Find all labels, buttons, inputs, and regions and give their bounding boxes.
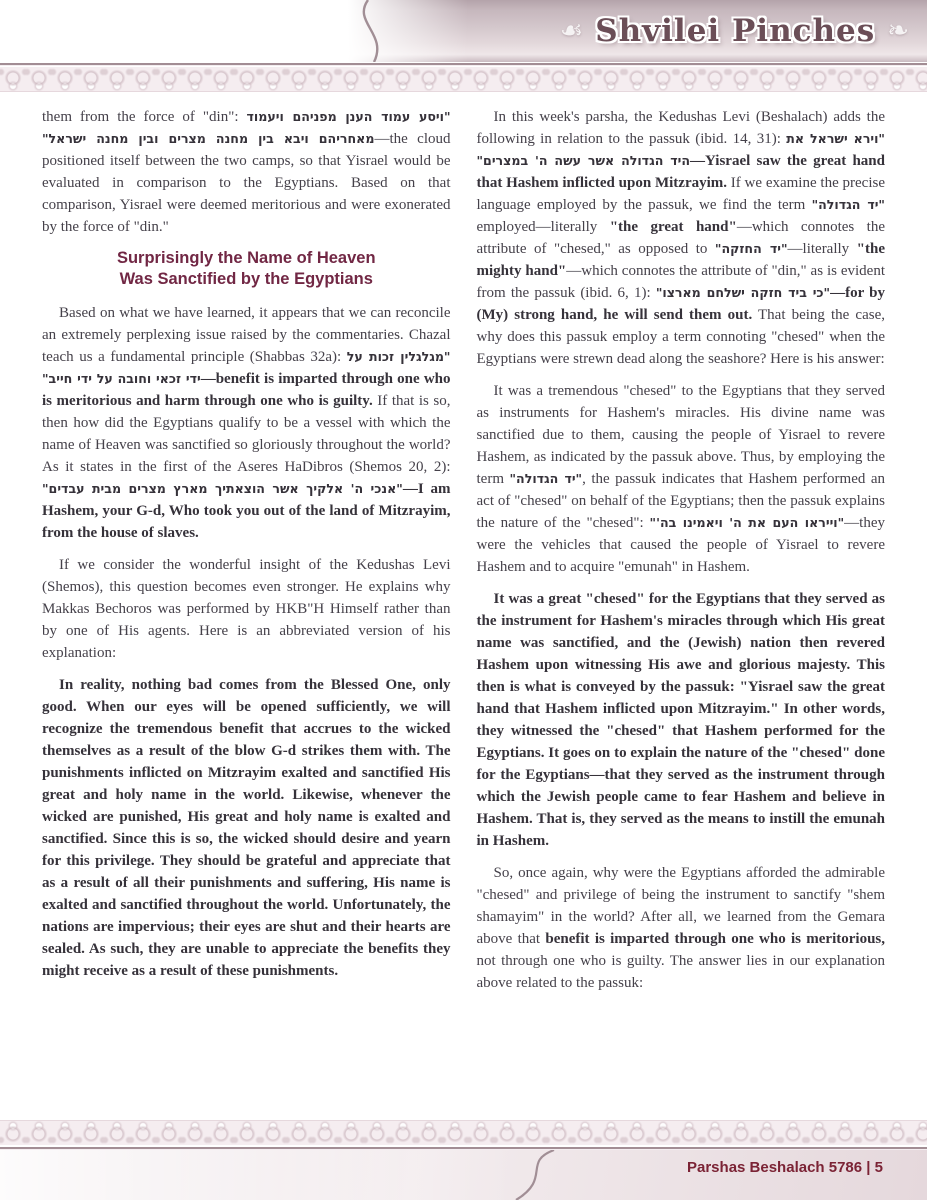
- text-run: benefit is imparted through one who is meritorious,: [545, 931, 885, 947]
- paragraph: [42, 674, 451, 982]
- hebrew-quote: "יד הגדולה": [509, 471, 583, 486]
- text-run: —the cloud positioned itself between the two camps, so that Yisrael would be evaluated in comparison to the Egyptians. Based on that comparison, Yisrael were deemed meritorious and were exonerated by the force of "din.": [42, 131, 451, 235]
- lace-border-bottom: [0, 1120, 927, 1146]
- page-footer: [0, 1150, 927, 1200]
- text-run: —benefit is imparted through one who is meritorious and harm through one who is guilty.: [42, 371, 451, 409]
- paragraph: [477, 588, 886, 852]
- right-column: [477, 106, 886, 1120]
- paragraph: [477, 862, 886, 994]
- text-run: It was a tremendous "chesed" to the Egyptians that they served as instruments for Hashem's miracles. His divine name was sanctified due to them, causing the people of Yisrael to revere Hashem, as indicated by the passuk above. Thus, by employing the term: [476, 383, 885, 487]
- text-run: —which connotes the attribute of "din," as is evident from the passuk (ibid. 6, 1):: [476, 263, 885, 301]
- page-header: [0, 0, 927, 62]
- section-heading-line: Surprisingly the Name of Heaven: [116, 249, 376, 267]
- text-run: them from the force of "din":: [42, 109, 247, 125]
- text-run: If we examine the precise language employed by the passuk, we find the term: [476, 175, 885, 213]
- text-run: If we consider the wonderful insight of the Kedushas Levi (Shemos), this question becomes even stronger. He explains why Makkas Bechoros was performed by HKB"H Himself rather than by one of His agents. Here is an abbreviated version of his explanation:: [42, 557, 451, 661]
- floral-ornament-left-icon: ☙: [559, 16, 584, 45]
- page-content: [0, 92, 927, 1120]
- hebrew-quote: "וירא ישראל את היד הגדולה אשר עשה ה' במצרים": [476, 131, 885, 168]
- text-run: In this week's parsha, the Kedushas Levi (Beshalach) adds the following in relation to the passuk (ibid. 14, 31):: [476, 109, 885, 147]
- publication-title: Shvilei Pinches: [595, 13, 876, 49]
- hebrew-quote: "יד הגדולה": [811, 197, 885, 212]
- hebrew-quote: "וייראו העם את ה' ויאמינו בה'": [649, 515, 845, 530]
- paragraph: [477, 106, 886, 370]
- paragraph: [42, 554, 451, 664]
- hebrew-quote: "כי ביד חזקה ישלחם מארצו": [655, 285, 831, 300]
- text-run: —they were the vehicles that caused the people of Yisrael to revere Hashem and to acquire "emunah" in Hashem.: [476, 515, 885, 575]
- text-run: , the passuk indicates that Hashem performed an act of "chesed" on behalf of the Egyptians; then the passuk explains the nature of the "chesed":: [476, 471, 885, 531]
- hebrew-quote: "ויסע עמוד הענן מפניהם ויעמוד מאחריהם ויבא בין מחנה מצרים ובין מחנה ישראל": [42, 109, 451, 146]
- text-run: —Yisrael saw the great hand that Hashem inflicted upon Mitzrayim.: [476, 153, 885, 191]
- text-run: It was a great "chesed" for the Egyptians that they served as the instrument for Hashem's miracles through which His great name was sanctified, and the (Jewish) nation then revered Hashem upon witnessing His awe and glorious majesty. This then is what is conveyed by the passuk: "Yisrael saw the great hand that Hashem inflicted upon Mitzrayim." In other words, they witnessed the "chesed" that Hashem performed for the Egyptians. It goes on to explain the nature of the "chesed" done for the Egyptians—that they served as the instrument through which the Jewish people came to fear Hashem and believe in Hashem. That is, they served as the means to instill the emunah in Hashem.: [476, 591, 885, 849]
- paragraph: [42, 106, 451, 238]
- text-run: not through one who is guilty. The answer lies in our explanation above related to the passuk:: [476, 953, 885, 991]
- text-run: employed—literally: [476, 219, 610, 235]
- left-column: [42, 106, 451, 1120]
- text-run: That being the case, why does this passuk employ a term connoting "chesed" when the Egyptians were strewn dead along the seashore? Here is his answer:: [476, 307, 885, 367]
- text-run: In reality, nothing bad comes from the Blessed One, only good. When our eyes will be opened sufficiently, we will recognize the tremendous benefit that accrues to the wicked themselves as a result of the blow G-d strikes them with. The punishments inflicted on Mitzrayim exalted and sanctified His great and holy name in the world. Likewise, whenever the wicked are punished, His great and holy name is exalted and sanctified. Since this is so, the wicked should desire and yearn for this privilege. They should be grateful and appreciate that as a result of all their punishments and suffering, His name is exalted and sanctified throughout the world. Unfortunately, the nations are impervious; their eyes are shut and their hearts are sealed. As such, they are unable to appreciate the benefits they might receive as a result of these punishments.: [42, 677, 451, 979]
- hebrew-quote: "יד החזקה": [714, 241, 788, 256]
- section-heading: [42, 248, 451, 290]
- hebrew-quote: "אנכי ה' אלקיך אשר הוצאתיך מארץ מצרים מבית עבדים": [42, 481, 403, 496]
- floral-ornament-right-icon: ❧: [887, 16, 909, 45]
- header-band: [348, 0, 927, 62]
- text-run: —literally: [787, 241, 857, 257]
- section-heading-line: Was Sanctified by the Egyptians: [119, 270, 373, 288]
- text-run: —I am Hashem, your G-d, Who took you out of the land of Mitzrayim, from the house of slaves.: [42, 481, 451, 541]
- text-run: Based on what we have learned, it appears that we can reconcile an extremely perplexing issue raised by the commentaries. Chazal teach us a fundamental principle (Shabbas 32a):: [42, 305, 451, 365]
- footer-page-label: Parshas Beshalach 5786 | 5: [687, 1159, 883, 1176]
- text-run: —which connotes the attribute of "chesed," as opposed to: [476, 219, 885, 257]
- paragraph: [42, 302, 451, 544]
- text-run: —for by (My) strong hand, he will send them out.: [476, 285, 885, 323]
- hebrew-quote: "מגלגלין זכות על ידי זכאי וחובה על ידי חייב": [42, 349, 451, 386]
- text-run: "the mighty hand": [476, 241, 885, 279]
- text-run: "the great hand": [609, 219, 737, 235]
- footer-curve-ornament-icon: [500, 1150, 570, 1200]
- paragraph: [477, 380, 886, 578]
- text-run: So, once again, why were the Egyptians afforded the admirable "chesed" and privilege of being the instrument to sanctify "shem shamayim" in the world? After all, we learned from the Gemara above that: [476, 865, 885, 947]
- text-run: If that is so, then how did the Egyptians qualify to be a vessel with which the name of Heaven was sanctified so gloriously throughout the world? As it states in the first of the Aseres HaDibros (Shemos 20, 2):: [42, 393, 451, 475]
- lace-border-top: [0, 66, 927, 92]
